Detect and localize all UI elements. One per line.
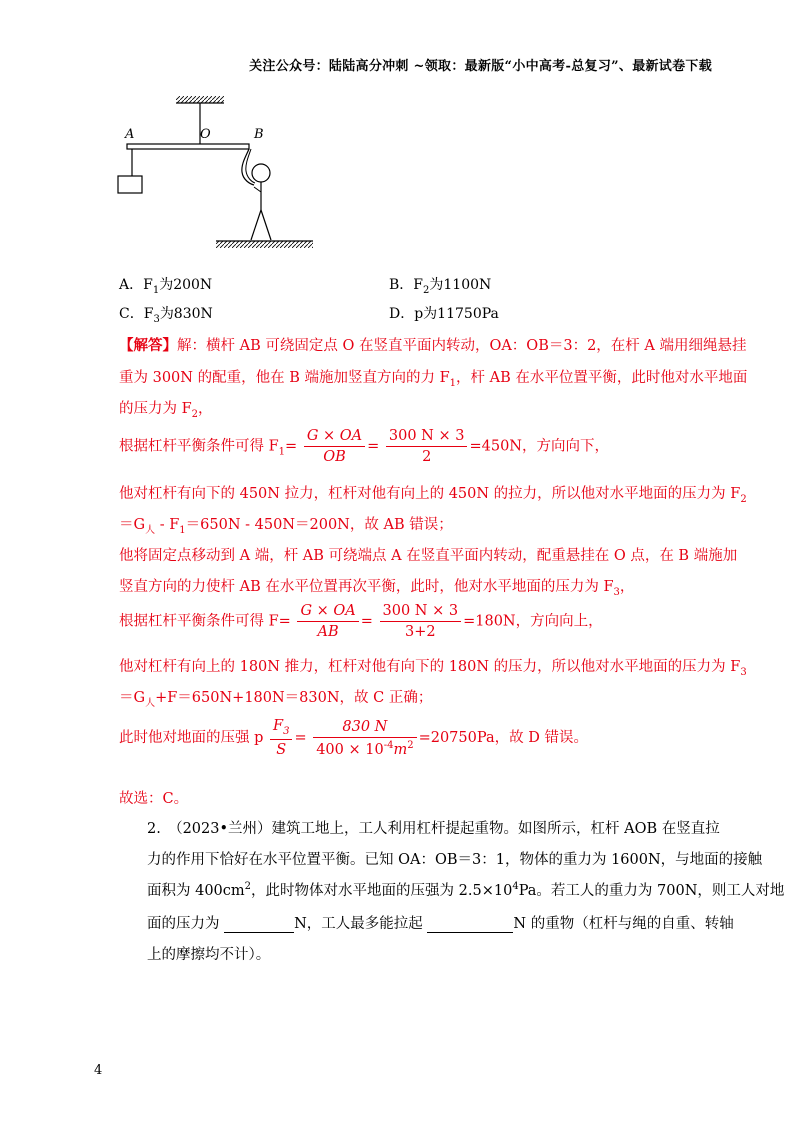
fraction-830-area: $\frac{830 N}{400 \times 10^{-4}m^2}$	[313, 719, 416, 758]
option-c: C．$F_3$为830N	[119, 306, 213, 325]
answer-line-5: 他对杠杆有向下的 450N 拉力，杠杆对他有向上的 450N 的拉力，所以他对水平地面的压力为 $F_2$	[119, 486, 747, 505]
fraction-g-oa-ob: $\frac{G \times OA}{OB}$	[304, 428, 365, 465]
conclusion: 故选：C。	[119, 791, 189, 807]
answer-line-11: $=G_人+F=650N+180N=830N$，故 C 正确；	[119, 690, 433, 709]
question2-line-5: 上的摩擦均不计）。	[147, 947, 271, 963]
answer-line-2: 重为 300N 的配重，他在 B 端施加竖直方向的力 $F_1$，杆 AB 在水平位置平衡，此时他对水平地面	[119, 370, 748, 389]
person-head	[252, 164, 270, 182]
ground	[216, 241, 313, 248]
question2-line-4: 面的压力为 N，工人最多能拉起 N 的重物（杠杆与绳的自重、转轴	[147, 916, 734, 932]
question2-line-1: 2. （2023•兰州）建筑工地上，工人利用杠杆提起重物。如图所示，杠杆 AOB 在竖直拉	[147, 821, 720, 837]
answer-line-6: $=G_人 - F_1=650N - 450N=200N$，故 AB 错误；	[119, 517, 453, 536]
answer-line-7: 他将固定点移动到 A 端，杆 AB 可绕端点 A 在竖直平面内转动，配重悬挂在 O 点，在 B 端施加	[119, 548, 738, 564]
answer-line-1: 【解答】解：横杆 AB 可绕固定点 O 在竖直平面内转动，OA：OB＝3：2，在杆 A 端用细绳悬挂	[119, 337, 747, 354]
answer-line-10: 他对杠杆有向上的 180N 推力，杠杆对他有向下的 180N 的压力，所以他对水平地面的压力为 $F_3$	[119, 659, 747, 678]
answer-line-3: 的压力为 $F_2$，	[119, 401, 213, 420]
answer-line-8: 竖直方向的力使杆 AB 在水平位置再次平衡，此时，他对水平地面的压力为 $F_3$，	[119, 579, 635, 598]
formula-line-1: 根据杠杆平衡条件可得 $F_1=$ $\frac{G \times OA}{OB}$ = $\frac{300 N \times 3}{2}$ =450N，方向向下，	[119, 428, 609, 465]
fraction-300-5: $\frac{300 N \times 3}{3+2}$	[380, 603, 462, 640]
answer-blank-2[interactable]	[427, 916, 513, 933]
page-header: 关注公众号：陆陆高分冲刺 ~领取：最新版“小中高考-总复习”、最新试卷下载	[249, 59, 712, 74]
page-number: 4	[94, 1063, 103, 1078]
option-b: B．$F_2$为1100N	[389, 277, 492, 296]
question2-line-3: 面积为 $400cm^2$，此时物体对水平地面的压强为 $2.5\times 10^4Pa$。若工人的重力为 700N，则工人对地	[147, 881, 785, 899]
fraction-g-oa-ab: $\frac{G \times OA}{AB}$	[297, 603, 358, 640]
formula-line-3: 此时他对地面的压强 p $\frac{F_3}{S}$ = $\frac{830 N}{400 \times 10^{-4}m^2}$ =20750Pa，故 D 错误。	[119, 718, 588, 758]
option-a: A．$F_1$为200N	[119, 277, 213, 296]
formula-line-2: 根据杠杆平衡条件可得 F= $\frac{G \times OA}{AB}$ = $\frac{300 N \times 3}{3+2}$ =180N，方向向上，	[119, 603, 603, 640]
fraction-f3-s: $\frac{F_3}{S}$	[270, 718, 292, 758]
fraction-300-2: $\frac{300 N \times 3}{2}$	[386, 428, 468, 465]
ceiling-support	[176, 96, 224, 103]
label-b: B	[254, 127, 264, 142]
label-o: O	[200, 127, 211, 142]
question2-line-2: 力的作用下恰好在水平位置平衡。已知 OA：OB＝3：1，物体的重力为 1600N，与地面的接触	[147, 852, 763, 868]
lever-figure	[108, 92, 318, 257]
answer-tag: 【解答】	[119, 337, 177, 354]
label-a: A	[125, 127, 135, 142]
answer-blank-1[interactable]	[224, 916, 294, 933]
counterweight-box	[118, 176, 142, 193]
option-d: D．p为11750Pa	[389, 306, 499, 322]
lever-bar	[127, 144, 249, 149]
